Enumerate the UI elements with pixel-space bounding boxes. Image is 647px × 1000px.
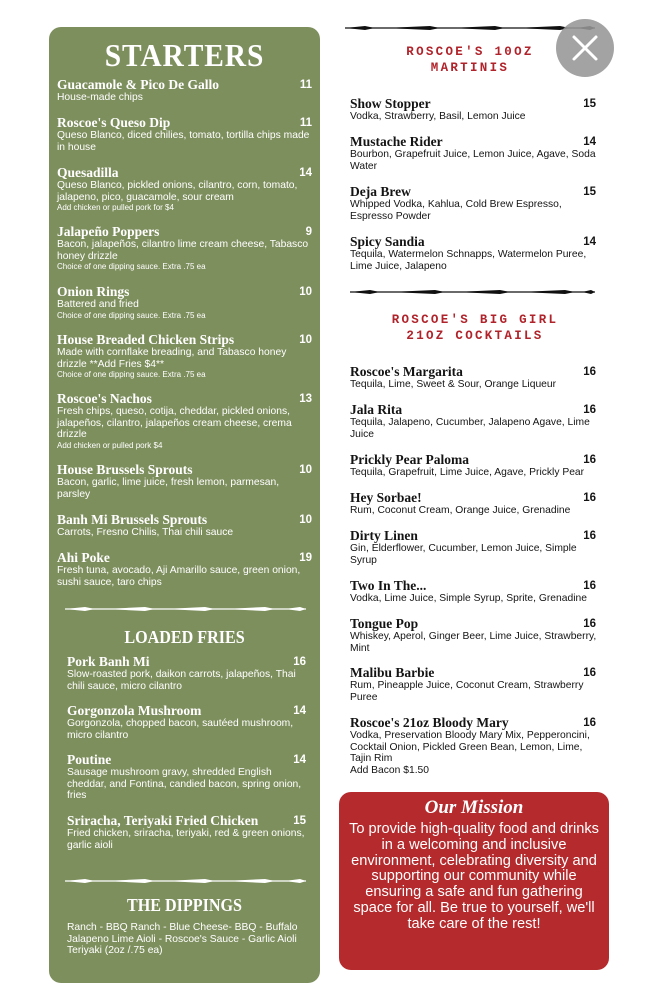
cocktails-title-line2: 21OZ COCKTAILS (406, 329, 544, 343)
item-note: Choice of one dipping sauce. Extra .75 ea (57, 262, 206, 272)
item-price: 16 (583, 717, 596, 729)
item-desc: Tequila, Grapefruit, Lime Juice, Agave, Prickly Pear (350, 467, 585, 478)
menu-item (67, 703, 306, 741)
item-price: 13 (299, 393, 312, 405)
item-name: Jala Rita (350, 402, 403, 417)
item-desc: Vodka, Preservation Bloody Mary Mix, Pepperoncini, Cocktail Onion, Pickled Green Bean, Lemon, Lime, Tajin Rim (350, 730, 590, 765)
item-desc: Tequila, Watermelon Schnapps, Watermelon Puree, Lime Juice, Jalapeno (350, 249, 587, 272)
menu-item (350, 528, 600, 566)
item-desc: Vodka, Strawberry, Basil, Lemon Juice (350, 111, 526, 122)
item-name: Spicy Sandia (350, 234, 425, 249)
item-desc: Bacon, garlic, lime juice, fresh lemon, parmesan, parsley (57, 477, 280, 500)
item-desc: Made with cornflake breading, and Tabasco honey drizzle **Add Fries $4** (57, 347, 287, 370)
item-price: 10 (299, 464, 312, 476)
menu-item (57, 165, 312, 212)
item-desc: Queso Blanco, pickled onions, cilantro, corn, tomato, jalapeno, pico, guacamole, sour cream (57, 180, 298, 203)
item-price: 16 (583, 454, 596, 466)
menu-item (57, 115, 312, 153)
item-price: 19 (299, 552, 312, 564)
menu-item (57, 224, 312, 271)
item-name: Banh Mi Brussels Sprouts (57, 512, 208, 527)
item-desc: Tequila, Lime, Sweet & Sour, Orange Liqueur (350, 379, 557, 390)
item-price: 11 (299, 79, 312, 91)
item-price: 16 (293, 656, 306, 668)
dippings-title: THE DIPPINGS (127, 895, 242, 915)
item-name: Hey Sorbae! (350, 490, 422, 505)
menu-item (57, 512, 312, 539)
mission-title: Our Mission (424, 797, 524, 818)
menu-item (67, 654, 306, 692)
item-desc: Gin, Elderflower, Cucumber, Lemon Juice, Simple Syrup (350, 543, 577, 566)
loaded-fries-title: LOADED FRIES (124, 627, 245, 647)
item-name: Sriracha, Teriyaki Fried Chicken (67, 813, 259, 828)
item-name: Gorgonzola Mushroom (67, 703, 202, 718)
martinis-title (360, 44, 580, 76)
martinis-title-line1: ROSCOE'S 10OZ (406, 45, 534, 59)
item-extra: Add Bacon $1.50 (350, 764, 430, 776)
item-price: 15 (583, 186, 596, 198)
item-price: 16 (583, 667, 596, 679)
item-desc: Fried chicken, sriracha, teriyaki, red & green onions, garlic aioli (67, 828, 305, 851)
menu-item (67, 813, 306, 851)
item-name: Pork Banh Mi (67, 654, 150, 669)
dippings-list: Ranch - BBQ Ranch - Blue Cheese- BBQ - Buffalo Jalapeno Lime Aioli - Roscoe's Sauce - Garlic Aioli Teriyaki (2oz /.75 ea) (67, 922, 298, 957)
divider-ornament (65, 877, 306, 885)
item-price: 15 (293, 815, 306, 827)
item-price: 16 (583, 618, 596, 630)
item-name: House Breaded Chicken Strips (57, 332, 235, 347)
item-name: House Brussels Sprouts (57, 462, 193, 477)
item-name: Poutine (67, 752, 112, 767)
item-price: 9 (305, 226, 312, 238)
item-desc: Carrots, Fresno Chilis, Thai chili sauce (57, 527, 234, 538)
divider-ornament (65, 605, 306, 613)
close-icon (571, 34, 599, 62)
item-desc: Battered and fried (57, 299, 139, 310)
item-price: 16 (583, 580, 596, 592)
divider-ornament (350, 288, 595, 296)
item-name: Quesadilla (57, 165, 119, 180)
menu-item (67, 752, 306, 802)
item-name: Jalapeño Poppers (57, 224, 160, 239)
menu-item (57, 284, 312, 320)
item-price: 16 (583, 530, 596, 542)
item-note: Add chicken or pulled pork for $4 (57, 203, 174, 213)
starters-title: STARTERS (104, 37, 265, 73)
menu-item (57, 462, 312, 500)
menu-item (350, 490, 600, 517)
menu-item (350, 402, 600, 440)
item-price: 10 (299, 514, 312, 526)
item-price: 15 (583, 98, 596, 110)
item-note: Choice of one dipping sauce. Extra .75 ea (57, 370, 206, 380)
item-name: Show Stopper (350, 96, 431, 111)
close-button[interactable] (556, 19, 614, 77)
starters-panel (49, 27, 320, 983)
menu-item (57, 332, 312, 379)
item-price: 16 (583, 366, 596, 378)
item-name: Roscoe's 21oz Bloody Mary (350, 715, 509, 730)
item-note: Add chicken or pulled pork $4 (57, 440, 163, 450)
cocktails-title-line1: ROSCOE'S BIG GIRL (391, 313, 559, 327)
item-name: Roscoe's Nachos (57, 391, 152, 406)
item-name: Ahi Poke (57, 550, 110, 565)
menu-item (350, 364, 600, 391)
cocktails-title (355, 312, 595, 344)
item-price: 14 (299, 167, 312, 179)
item-desc: Vodka, Lime Juice, Simple Syrup, Sprite, Grenadine (350, 593, 587, 604)
item-price: 16 (583, 492, 596, 504)
martinis-title-line2: MARTINIS (430, 61, 510, 75)
item-price: 14 (293, 754, 306, 766)
mission-text: To provide high-quality food and drinks in a welcoming and inclusive environment, celebrating diversity and supporting our community while ensuring a safe and fun gathering space for all. Be true to yourself, we'll take care of the rest! (349, 821, 599, 932)
item-price: 10 (299, 286, 312, 298)
item-desc: Sausage mushroom gravy, shredded English cheddar, and Fontina, candied bacon, spring onion, fries (67, 767, 302, 802)
item-desc: Queso Blanco, diced chilies, tomato, tortilla chips made in house (57, 130, 310, 153)
menu-item (350, 234, 600, 272)
item-price: 10 (299, 334, 312, 346)
item-price: 16 (583, 404, 596, 416)
item-desc: Bacon, jalapeños, cilantro lime cream cheese, Tabasco honey drizzle (57, 239, 309, 262)
mission-box (339, 792, 609, 970)
menu-item (350, 184, 600, 222)
item-name: Tongue Pop (350, 616, 419, 631)
menu-item (350, 715, 600, 776)
item-desc: Bourbon, Grapefruit Juice, Lemon Juice, Agave, Soda Water (350, 149, 596, 172)
menu-item (350, 578, 600, 605)
item-name: Roscoe's Margarita (350, 364, 463, 379)
item-desc: House-made chips (57, 92, 143, 103)
divider-ornament (345, 24, 595, 32)
menu-item (350, 616, 600, 654)
item-name: Onion Rings (57, 284, 130, 299)
item-price: 14 (583, 136, 596, 148)
item-desc: Rum, Pineapple Juice, Coconut Cream, Strawberry Puree (350, 680, 584, 703)
item-name: Mustache Rider (350, 134, 443, 149)
item-name: Roscoe's Queso Dip (57, 115, 171, 130)
item-desc: Whipped Vodka, Kahlua, Cold Brew Espresso, Espresso Powder (350, 199, 562, 222)
item-name: Two In The... (350, 578, 427, 593)
item-desc: Rum, Coconut Cream, Orange Juice, Grenadine (350, 505, 571, 516)
item-desc: Gorgonzola, chopped bacon, sautéed mushroom, micro cilantro (67, 718, 294, 741)
item-name: Deja Brew (350, 184, 411, 199)
menu-item (350, 134, 600, 172)
item-desc: Fresh chips, queso, cotija, cheddar, pickled onions, jalapeños, cilantro, jalapeños cream cheese, crema drizzle (57, 406, 292, 441)
item-desc: Slow-roasted pork, daikon carrots, jalapeños, Thai chili sauce, micro cilantro (67, 669, 296, 692)
item-note: Choice of one dipping sauce. Extra .75 ea (57, 310, 206, 320)
item-price: 14 (293, 705, 306, 717)
item-name: Malibu Barbie (350, 665, 435, 680)
item-desc: Tequila, Jalapeno, Cucumber, Jalapeno Agave, Lime Juice (350, 417, 590, 440)
item-desc: Fresh tuna, avocado, Aji Amarillo sauce, green onion, sushi sauce, taro chips (57, 565, 301, 588)
item-name: Prickly Pear Paloma (350, 452, 469, 467)
item-price: 11 (299, 117, 312, 129)
menu-item (57, 391, 312, 450)
menu-item (350, 452, 600, 479)
menu-item (57, 77, 312, 104)
item-desc: Whiskey, Aperol, Ginger Beer, Lime Juice, Strawberry, Mint (350, 631, 597, 654)
menu-item (350, 96, 600, 123)
item-price: 14 (583, 236, 596, 248)
menu-item (57, 550, 312, 588)
item-name: Dirty Linen (350, 528, 418, 543)
menu-item (350, 665, 600, 703)
item-name: Guacamole & Pico De Gallo (57, 77, 219, 92)
